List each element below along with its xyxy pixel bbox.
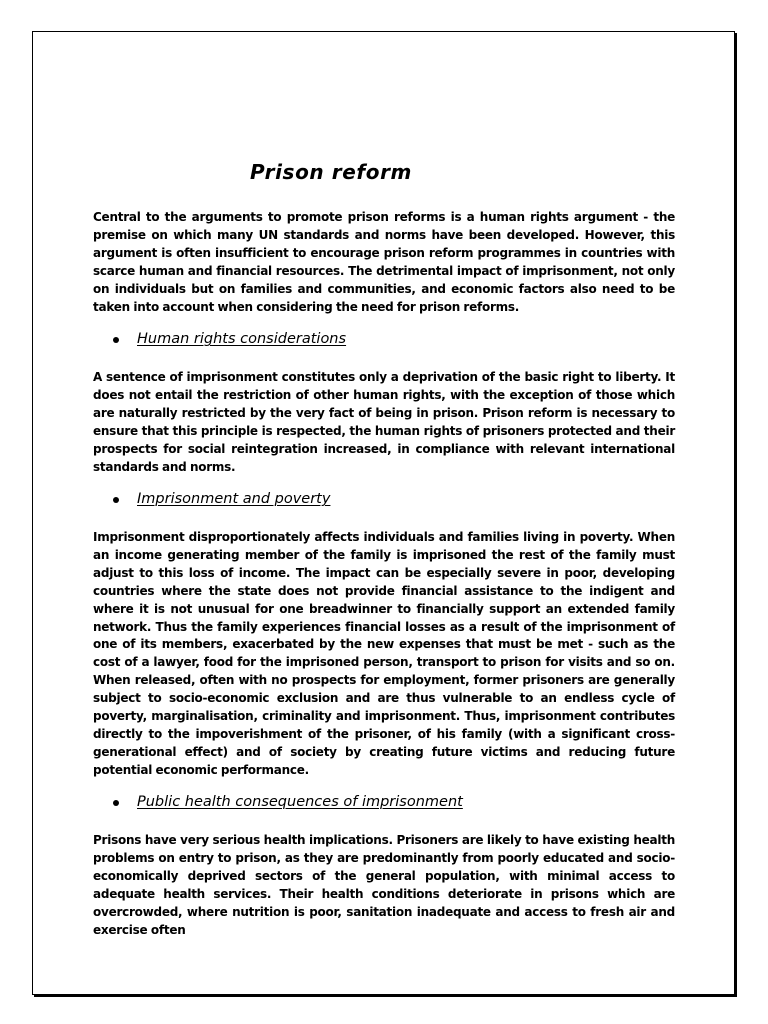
section-heading-public-health [113, 794, 463, 810]
section-heading-poverty [113, 491, 330, 507]
section-paragraph-human-rights: A sentence of imprisonment constitutes only a deprivation of the basic right to liberty. It does not entail the restriction of other human rights, with the exception of those which are naturally restricted by the very fact of being in prison. Prison reform is necessary to ensure that this principle is respected, the human rights of prisoners protected and their prospects for social reintegration increased, in compliance with relevant international standards and norms. [93, 370, 675, 474]
page-title: Prison reform [250, 160, 412, 184]
bullet-icon [113, 800, 119, 806]
section-heading-text: Human rights considerations [137, 331, 347, 347]
section-heading-text: Public health consequences of imprisonment [137, 794, 463, 810]
section-paragraph-poverty: Imprisonment disproportionately affects individuals and families living in poverty. When an income generating member of the family is imprisoned the rest of the family must adjust to this loss of income. The impact can be especially severe in poor, developing countries where the state does not provide financial assistance to the indigent and where it is not unusual for one breadwinner to financially support an extended family network. Thus the family experiences financial losses as a result of the imprisonment of one of its members, exacerbated by the new expenses that must be met - such as the cost of a lawyer, food for the imprisoned person, transport to prison for visits and so on. When released, often with no prospects for employment, former prisoners are generally subject to socio-economic exclusion and are thus vulnerable to an endless cycle of poverty, marginalisation, criminality and imprisonment. Thus, imprisonment contributes directly to the impoverishment of the prisoner, of his family (with a significant cross-generational effect) and of society by creating future victims and reducing future potential economic performance. [93, 530, 675, 777]
intro-paragraph: Central to the arguments to promote prison reforms is a human rights argument - the premise on which many UN standards and norms have been developed. However, this argument is often insufficient to encourage prison reform programmes in countries with scarce human and financial resources. The detrimental impact of imprisonment, not only on individuals but on families and communities, and economic factors also need to be taken into account when considering the need for prison reforms. [93, 210, 675, 314]
section-heading-text: Imprisonment and poverty [137, 491, 331, 507]
section-heading-human-rights [113, 331, 346, 347]
bullet-icon [113, 337, 119, 343]
section-paragraph-public-health: Prisons have very serious health implications. Prisoners are likely to have existing health problems on entry to prison, as they are predominantly from poorly educated and socio-economically deprived sectors of the general population, with minimal access to adequate health services. Their health conditions deteriorate in prisons which are overcrowded, where nutrition is poor, sanitation inadequate and access to fresh air and exercise often [93, 833, 675, 937]
bullet-icon [113, 497, 119, 503]
